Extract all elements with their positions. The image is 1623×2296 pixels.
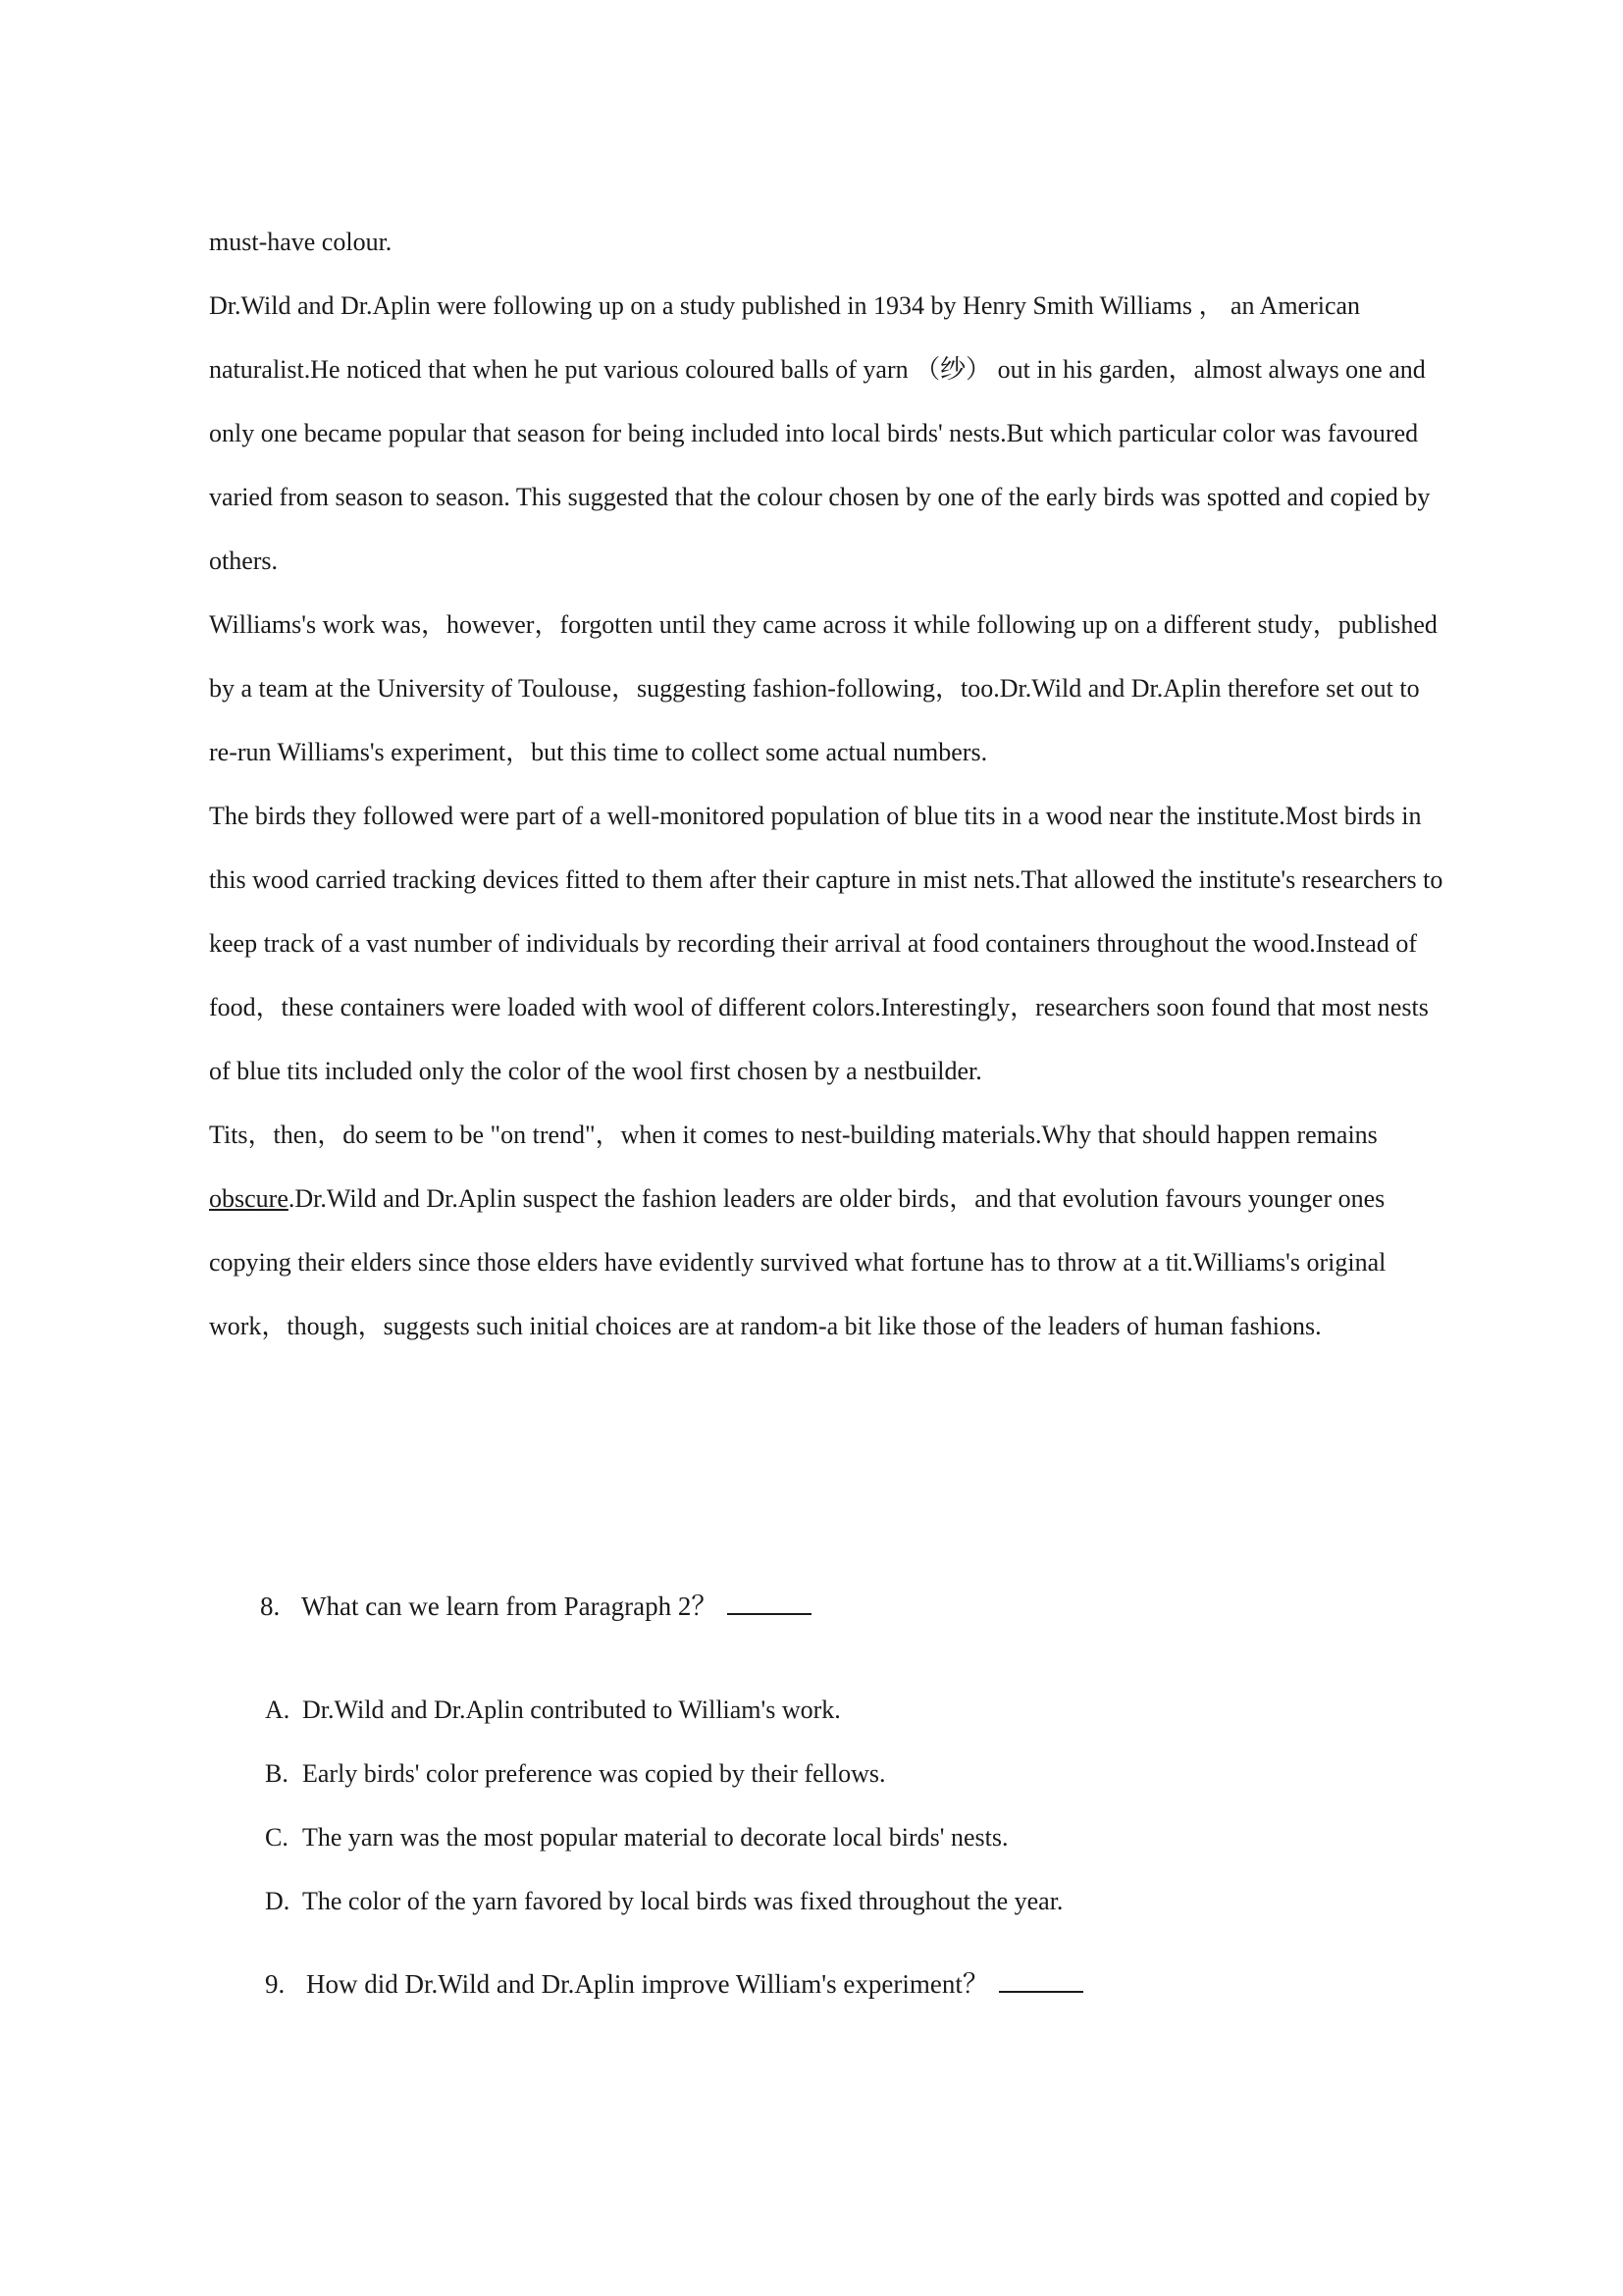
option-c-letter: C. (265, 1823, 288, 1852)
option-d-text: The color of the yarn favored by local birds was fixed throughout the year. (302, 1887, 1064, 1915)
paragraph-5-end: .Dr.Wild and Dr.Aplin suspect the fashion leaders are older birds，and that evolution favours younger ones copying their elders since those elders have evidently survived what fortune has to throw at a tit.Williams's original work，though，suggests such initial choices are at random-a bit like those of the leaders of human fashions. (209, 1184, 1387, 1340)
paragraph-1: must-have colour. (209, 228, 393, 256)
paragraph-2: Dr.Wild and Dr.Aplin were following up on a study published in 1934 by Henry Smith Williams ， an American naturalist.He noticed that when he put various coloured balls of yarn （纱） out in his garden，almost always one and only one became popular that season for being included into local birds' nests.But which particular color was favoured varied from season to season. This suggested that the colour chosen by one of the early birds was spotted and copied by others. (209, 291, 1431, 575)
question-8 (260, 1586, 812, 1626)
question-8-text: What can we learn from Paragraph 2？ (301, 1592, 718, 1621)
option-d[interactable] (265, 1869, 1063, 1933)
option-b[interactable] (265, 1742, 1063, 1805)
option-a[interactable] (265, 1678, 1063, 1742)
paragraph-3: Williams's work was，however，forgotten until they came across it while following up on a different study，published by a team at the University of Toulouse，suggesting fashion-following，too.Dr.Wild and Dr.Aplin therefore set out to re-run Williams's experiment，but this time to collect some actual numbers. (209, 610, 1438, 766)
option-b-text: Early birds' color preference was copied by their fellows. (302, 1759, 886, 1788)
paragraph-4: The birds they followed were part of a well-monitored population of blue tits in a wood near the institute.Most birds in this wood carried tracking devices fitted to them after their capture in mist nets.That allowed the institute's researchers to keep track of a vast number of individuals by recording their arrival at food containers throughout the wood.Instead of food，these containers were loaded with wool of different colors.Interestingly，researchers soon found that most nests of blue tits included only the color of the wool first chosen by a nestbuilder. (209, 802, 1443, 1085)
option-d-letter: D. (265, 1887, 290, 1915)
question-9-number: 9. (265, 1969, 286, 1999)
question-8-answer-blank[interactable] (727, 1586, 812, 1615)
question-8-number: 8. (260, 1592, 281, 1621)
option-c[interactable] (265, 1805, 1063, 1869)
paragraph-5-start: Tits，then，do seem to be "on trend"，when it comes to nest-building materials.Why that should happen remains (209, 1121, 1378, 1149)
option-b-letter: B. (265, 1759, 288, 1788)
reading-passage (209, 210, 1445, 1358)
question-9-text: How did Dr.Wild and Dr.Aplin improve William's experiment？ (306, 1969, 989, 1999)
question-9-answer-blank[interactable] (999, 1963, 1083, 1993)
option-a-letter: A. (265, 1696, 290, 1724)
option-a-text: Dr.Wild and Dr.Aplin contributed to William's work. (302, 1696, 841, 1724)
question-8-options (265, 1678, 1063, 1933)
question-9 (265, 1963, 1083, 2004)
paragraph-5 (209, 1103, 1445, 1358)
underlined-word: obscure (209, 1184, 288, 1213)
option-c-text: The yarn was the most popular material to decorate local birds' nests. (302, 1823, 1009, 1852)
